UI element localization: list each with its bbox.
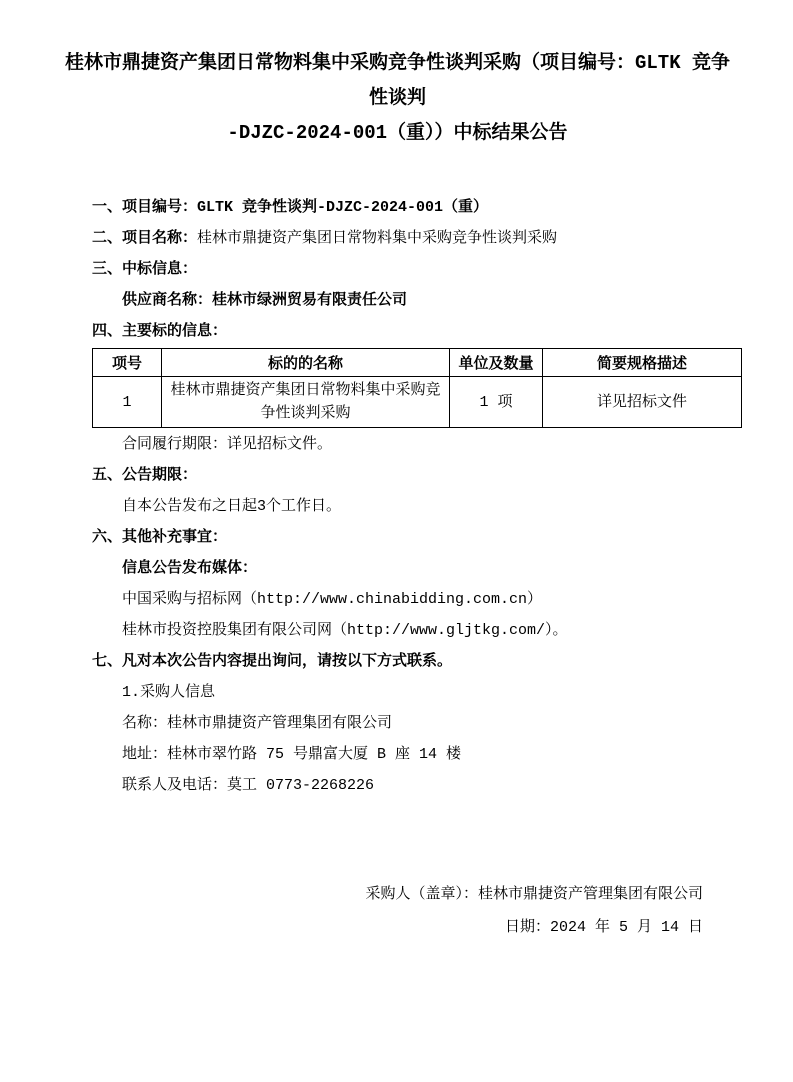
table-header-spec-description: 简要规格描述 [543,349,742,377]
section-award-info-heading: 三、中标信息： [92,261,198,278]
section-project-number [92,192,703,223]
date-line: 日期：2024 年 5 月 14 日 [504,919,703,936]
document-title-line1: 桂林市鼎捷资产集团日常物料集中采购竞争性谈判采购（项目编号：GLTK 竞争性谈判 [64,52,730,109]
purchaser-seal-line: 采购人（盖章）：桂林市鼎捷资产管理集团有限公司 [365,886,703,903]
table-cell-subject-name: 桂林市鼎捷资产集团日常物料集中采购竞争性谈判采购 [162,377,450,428]
media-label-line: 信息公告发布媒体： [122,560,258,577]
document-body [92,192,703,944]
table-row [93,377,742,428]
project-number-value: GLTK 竞争性谈判-DJZC-2024-001（重） [197,199,489,216]
table-cell-unit-quantity: 1 项 [450,377,543,428]
purchaser-phone-line: 联系人及电话：莫工 0773-2268226 [122,777,375,794]
table-header-row [93,349,742,377]
purchaser-name-line: 名称：桂林市鼎捷资产管理集团有限公司 [122,715,393,732]
section-main-subject-heading: 四、主要标的信息： [92,323,228,340]
contract-period-line: 合同履行期限：详见招标文件。 [122,436,333,453]
table-header-item-no: 项号 [93,349,162,377]
media-site-gljtkg: 桂林市投资控股集团有限公司网（http://www.gljtkg.com/）。 [122,622,568,639]
purchaser-address-line: 地址：桂林市翠竹路 75 号鼎富大厦 B 座 14 楼 [122,746,462,763]
project-number-label: 一、项目编号： [92,199,198,216]
announcement-period-value: 自本公告发布之日起3个工作日。 [122,498,342,515]
project-name-label: 二、项目名称： [92,230,198,247]
table-cell-spec-description: 详见招标文件 [543,377,742,428]
document-title [62,46,733,151]
purchaser-info-title: 1.采购人信息 [122,684,216,701]
table-header-subject-name: 标的的名称 [162,349,450,377]
bid-result-table [92,348,742,428]
document-footer [92,878,703,944]
project-name-value: 桂林市鼎捷资产集团日常物料集中采购竞争性谈判采购 [197,230,558,247]
section-contact-heading: 七、凡对本次公告内容提出询问，请按以下方式联系。 [92,653,453,670]
section-project-name [92,223,703,254]
media-site-chinabidding: 中国采购与招标网（http://www.chinabidding.com.cn） [122,591,543,608]
section-announcement-period-heading: 五、公告期限： [92,467,198,484]
table-cell-item-no: 1 [93,377,162,428]
document-title-line2: -DJZC-2024-001（重））中标结果公告 [227,122,568,144]
table-header-unit-quantity: 单位及数量 [450,349,543,377]
section-other-matters-heading: 六、其他补充事宜： [92,529,228,546]
supplier-name-line: 供应商名称：桂林市绿洲贸易有限责任公司 [122,292,408,309]
